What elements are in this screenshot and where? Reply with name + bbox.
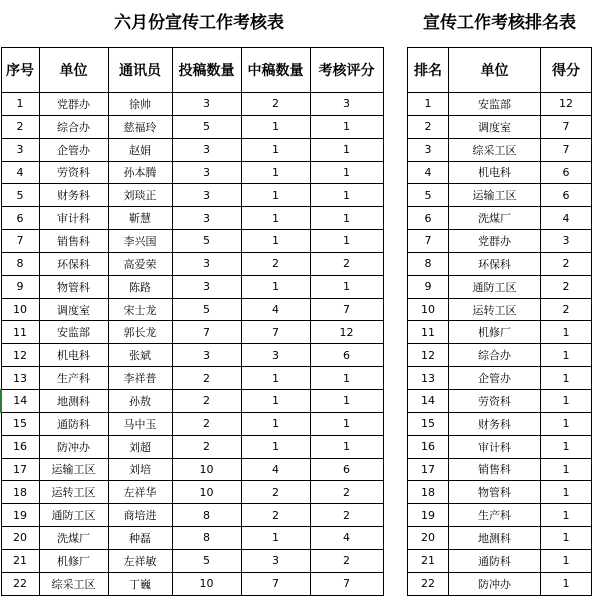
assessment-row	[1, 161, 383, 184]
cell-unit: 党群办	[449, 230, 541, 253]
cell-rank: 9	[408, 275, 449, 298]
cell-points: 1	[541, 321, 592, 344]
cell-rank: 2	[408, 115, 449, 138]
cell-correspondent: 孙本腾	[108, 161, 172, 184]
assessment-row	[1, 344, 383, 367]
cell-points: 3	[541, 230, 592, 253]
assessment-table	[0, 47, 384, 596]
cell-unit: 生产科	[39, 367, 108, 390]
header-unit: 单位	[449, 48, 541, 93]
cell-rank: 12	[408, 344, 449, 367]
cell-score: 1	[310, 367, 383, 390]
cell-index: 7	[1, 230, 39, 253]
assessment-row	[1, 481, 383, 504]
cell-unit: 通防科	[449, 549, 541, 572]
cell-unit: 环保科	[449, 252, 541, 275]
cell-unit: 通防工区	[449, 275, 541, 298]
cell-accepted: 1	[241, 412, 310, 435]
cell-correspondent: 刘超	[108, 435, 172, 458]
ranking-row	[408, 527, 592, 550]
cell-unit: 运转工区	[449, 298, 541, 321]
ranking-row	[408, 230, 592, 253]
cell-unit: 综合办	[39, 115, 108, 138]
cell-rank: 22	[408, 572, 449, 595]
cell-submissions: 3	[172, 138, 241, 161]
cell-rank: 3	[408, 138, 449, 161]
cell-rank: 10	[408, 298, 449, 321]
cell-submissions: 3	[172, 252, 241, 275]
cell-unit: 企管办	[449, 367, 541, 390]
cell-accepted: 1	[241, 527, 310, 550]
cell-points: 1	[541, 481, 592, 504]
cell-unit: 环保科	[39, 252, 108, 275]
cell-index: 21	[1, 549, 39, 572]
left-table-title: 六月份宣传工作考核表	[114, 13, 284, 33]
cell-unit: 物管科	[449, 481, 541, 504]
cell-index: 18	[1, 481, 39, 504]
ranking-row	[408, 275, 592, 298]
cell-correspondent: 慈福玲	[108, 115, 172, 138]
cell-unit: 综合办	[449, 344, 541, 367]
cell-index: 3	[1, 138, 39, 161]
cell-rank: 21	[408, 549, 449, 572]
cell-accepted: 1	[241, 389, 310, 412]
cell-unit: 机电科	[39, 344, 108, 367]
cell-points: 1	[541, 549, 592, 572]
header-score: 考核评分	[310, 48, 383, 93]
cell-index: 13	[1, 367, 39, 390]
cell-correspondent: 左祥敏	[108, 549, 172, 572]
cell-index: 11	[1, 321, 39, 344]
assessment-row	[1, 527, 383, 550]
assessment-row	[1, 412, 383, 435]
cell-score: 1	[310, 138, 383, 161]
cell-score: 1	[310, 207, 383, 230]
cell-correspondent: 马中玉	[108, 412, 172, 435]
assessment-row	[1, 93, 383, 116]
header-submissions: 投稿数量	[172, 48, 241, 93]
cell-rank: 4	[408, 161, 449, 184]
cell-points: 1	[541, 504, 592, 527]
cell-points: 2	[541, 298, 592, 321]
cell-correspondent: 李祥普	[108, 367, 172, 390]
cell-score: 1	[310, 161, 383, 184]
header-points: 得分	[541, 48, 592, 93]
ranking-row	[408, 115, 592, 138]
cell-correspondent: 郭长龙	[108, 321, 172, 344]
cell-index: 17	[1, 458, 39, 481]
cell-correspondent: 李兴国	[108, 230, 172, 253]
cell-correspondent: 高爱荣	[108, 252, 172, 275]
ranking-row	[408, 184, 592, 207]
cell-score: 4	[310, 527, 383, 550]
cell-index: 9	[1, 275, 39, 298]
cell-points: 12	[541, 93, 592, 116]
cell-accepted: 3	[241, 344, 310, 367]
cell-correspondent: 丁巍	[108, 572, 172, 595]
cell-unit: 党群办	[39, 93, 108, 116]
cell-rank: 5	[408, 184, 449, 207]
cell-correspondent: 孙敖	[108, 389, 172, 412]
assessment-row	[1, 252, 383, 275]
cell-unit: 通防科	[39, 412, 108, 435]
cell-correspondent: 刘培	[108, 458, 172, 481]
cell-unit: 财务科	[39, 184, 108, 207]
cell-index: 10	[1, 298, 39, 321]
ranking-row	[408, 298, 592, 321]
cell-unit: 机修厂	[39, 549, 108, 572]
cell-rank: 16	[408, 435, 449, 458]
cell-unit: 企管办	[39, 138, 108, 161]
ranking-row	[408, 549, 592, 572]
cell-rank: 17	[408, 458, 449, 481]
ranking-row	[408, 389, 592, 412]
cell-index: 4	[1, 161, 39, 184]
cell-unit: 劳资科	[449, 389, 541, 412]
cell-unit: 运转工区	[39, 481, 108, 504]
cell-accepted: 1	[241, 115, 310, 138]
cell-score: 7	[310, 572, 383, 595]
cell-submissions: 3	[172, 184, 241, 207]
assessment-row	[1, 389, 383, 412]
cell-score: 6	[310, 344, 383, 367]
assessment-header-row	[1, 48, 383, 93]
cell-unit: 通防工区	[39, 504, 108, 527]
cell-index: 20	[1, 527, 39, 550]
cell-submissions: 3	[172, 93, 241, 116]
cell-unit: 销售科	[39, 230, 108, 253]
cell-submissions: 2	[172, 412, 241, 435]
cell-correspondent: 商培进	[108, 504, 172, 527]
cell-accepted: 7	[241, 572, 310, 595]
cell-submissions: 3	[172, 344, 241, 367]
cell-rank: 7	[408, 230, 449, 253]
cell-score: 6	[310, 458, 383, 481]
cell-unit: 调度室	[449, 115, 541, 138]
cell-unit: 机电科	[449, 161, 541, 184]
cell-unit: 生产科	[449, 504, 541, 527]
cell-accepted: 1	[241, 161, 310, 184]
cell-unit: 审计科	[39, 207, 108, 230]
cell-score: 1	[310, 435, 383, 458]
ranking-row	[408, 458, 592, 481]
assessment-row	[1, 321, 383, 344]
cell-submissions: 8	[172, 504, 241, 527]
ranking-row	[408, 344, 592, 367]
cell-submissions: 3	[172, 207, 241, 230]
cell-accepted: 4	[241, 458, 310, 481]
cell-score: 3	[310, 93, 383, 116]
cell-index: 1	[1, 93, 39, 116]
cell-points: 1	[541, 367, 592, 390]
ranking-row	[408, 138, 592, 161]
cell-submissions: 2	[172, 389, 241, 412]
cell-rank: 1	[408, 93, 449, 116]
cell-submissions: 2	[172, 435, 241, 458]
cell-correspondent: 赵娟	[108, 138, 172, 161]
ranking-row	[408, 321, 592, 344]
cell-accepted: 2	[241, 481, 310, 504]
cell-accepted: 1	[241, 138, 310, 161]
cell-submissions: 5	[172, 230, 241, 253]
cell-points: 1	[541, 458, 592, 481]
ranking-row	[408, 367, 592, 390]
header-correspondent: 通讯员	[108, 48, 172, 93]
ranking-row	[408, 504, 592, 527]
ranking-row	[408, 161, 592, 184]
assessment-row	[1, 207, 383, 230]
cell-score: 1	[310, 412, 383, 435]
assessment-row	[1, 184, 383, 207]
cell-index: 2	[1, 115, 39, 138]
cell-submissions: 3	[172, 161, 241, 184]
cell-points: 2	[541, 275, 592, 298]
cell-unit: 销售科	[449, 458, 541, 481]
ranking-table	[407, 47, 592, 596]
cell-correspondent: 种磊	[108, 527, 172, 550]
cell-accepted: 1	[241, 367, 310, 390]
cell-unit: 防冲办	[449, 572, 541, 595]
cell-correspondent: 徐帅	[108, 93, 172, 116]
cell-points: 1	[541, 435, 592, 458]
cell-accepted: 7	[241, 321, 310, 344]
cell-submissions: 10	[172, 458, 241, 481]
cell-accepted: 1	[241, 207, 310, 230]
header-rank: 排名	[408, 48, 449, 93]
cell-index: 6	[1, 207, 39, 230]
cell-points: 2	[541, 252, 592, 275]
cell-accepted: 2	[241, 504, 310, 527]
cell-score: 1	[310, 389, 383, 412]
cell-correspondent: 靳慧	[108, 207, 172, 230]
cell-index: 8	[1, 252, 39, 275]
cell-submissions: 5	[172, 298, 241, 321]
cell-rank: 13	[408, 367, 449, 390]
cell-unit: 地测科	[39, 389, 108, 412]
cell-unit: 运输工区	[449, 184, 541, 207]
assessment-row	[1, 549, 383, 572]
cell-score: 1	[310, 115, 383, 138]
cell-unit: 劳资科	[39, 161, 108, 184]
ranking-row	[408, 252, 592, 275]
ranking-row	[408, 207, 592, 230]
cell-rank: 6	[408, 207, 449, 230]
cell-index: 19	[1, 504, 39, 527]
cell-points: 7	[541, 115, 592, 138]
cell-submissions: 8	[172, 527, 241, 550]
cell-score: 1	[310, 184, 383, 207]
cell-unit: 防冲办	[39, 435, 108, 458]
cell-score: 7	[310, 298, 383, 321]
cell-rank: 19	[408, 504, 449, 527]
cell-accepted: 2	[241, 252, 310, 275]
cell-points: 1	[541, 412, 592, 435]
cell-accepted: 3	[241, 549, 310, 572]
assessment-row	[1, 367, 383, 390]
cell-rank: 18	[408, 481, 449, 504]
cell-unit: 综采工区	[449, 138, 541, 161]
cell-index: 12	[1, 344, 39, 367]
ranking-row	[408, 481, 592, 504]
cell-accepted: 1	[241, 275, 310, 298]
cell-rank: 11	[408, 321, 449, 344]
cell-unit: 运输工区	[39, 458, 108, 481]
cell-submissions: 5	[172, 549, 241, 572]
cell-points: 6	[541, 161, 592, 184]
cell-rank: 8	[408, 252, 449, 275]
cell-submissions: 2	[172, 367, 241, 390]
cell-index: 14	[1, 389, 39, 412]
assessment-row	[1, 298, 383, 321]
cell-unit: 地测科	[449, 527, 541, 550]
cell-unit: 安监部	[39, 321, 108, 344]
cell-score: 2	[310, 504, 383, 527]
cell-submissions: 3	[172, 275, 241, 298]
cell-score: 2	[310, 252, 383, 275]
cell-rank: 14	[408, 389, 449, 412]
cell-submissions: 5	[172, 115, 241, 138]
cell-correspondent: 刘琰正	[108, 184, 172, 207]
cell-correspondent: 张斌	[108, 344, 172, 367]
cell-rank: 20	[408, 527, 449, 550]
cell-score: 12	[310, 321, 383, 344]
cell-accepted: 4	[241, 298, 310, 321]
cell-score: 2	[310, 481, 383, 504]
header-index: 序号	[1, 48, 39, 93]
cell-points: 1	[541, 572, 592, 595]
cell-unit: 财务科	[449, 412, 541, 435]
cell-score: 1	[310, 230, 383, 253]
cell-unit: 安监部	[449, 93, 541, 116]
cell-accepted: 1	[241, 230, 310, 253]
assessment-row	[1, 138, 383, 161]
cell-points: 1	[541, 527, 592, 550]
cell-accepted: 1	[241, 435, 310, 458]
assessment-row	[1, 230, 383, 253]
cell-points: 1	[541, 344, 592, 367]
ranking-row	[408, 572, 592, 595]
cell-submissions: 10	[172, 572, 241, 595]
assessment-row	[1, 115, 383, 138]
cell-accepted: 1	[241, 184, 310, 207]
cell-index: 22	[1, 572, 39, 595]
right-table-title: 宣传工作考核排名表	[423, 13, 576, 33]
cell-unit: 物管科	[39, 275, 108, 298]
cell-unit: 机修厂	[449, 321, 541, 344]
cell-unit: 审计科	[449, 435, 541, 458]
ranking-row	[408, 412, 592, 435]
cell-score: 1	[310, 275, 383, 298]
ranking-row	[408, 93, 592, 116]
assessment-row	[1, 435, 383, 458]
cell-unit: 洗煤厂	[449, 207, 541, 230]
cell-correspondent: 陈路	[108, 275, 172, 298]
cell-index: 5	[1, 184, 39, 207]
cell-points: 1	[541, 389, 592, 412]
cell-score: 2	[310, 549, 383, 572]
assessment-row	[1, 572, 383, 595]
header-unit: 单位	[39, 48, 108, 93]
cell-accepted: 2	[241, 93, 310, 116]
cell-submissions: 7	[172, 321, 241, 344]
ranking-row	[408, 435, 592, 458]
cell-points: 6	[541, 184, 592, 207]
assessment-row	[1, 458, 383, 481]
cell-unit: 综采工区	[39, 572, 108, 595]
cell-rank: 15	[408, 412, 449, 435]
header-accepted: 中稿数量	[241, 48, 310, 93]
cell-unit: 洗煤厂	[39, 527, 108, 550]
cell-submissions: 10	[172, 481, 241, 504]
cell-unit: 调度室	[39, 298, 108, 321]
cell-points: 7	[541, 138, 592, 161]
assessment-row	[1, 504, 383, 527]
cell-index: 15	[1, 412, 39, 435]
cell-index: 16	[1, 435, 39, 458]
cell-correspondent: 左祥华	[108, 481, 172, 504]
cell-correspondent: 宋士龙	[108, 298, 172, 321]
cell-points: 4	[541, 207, 592, 230]
ranking-header-row	[408, 48, 592, 93]
assessment-row	[1, 275, 383, 298]
